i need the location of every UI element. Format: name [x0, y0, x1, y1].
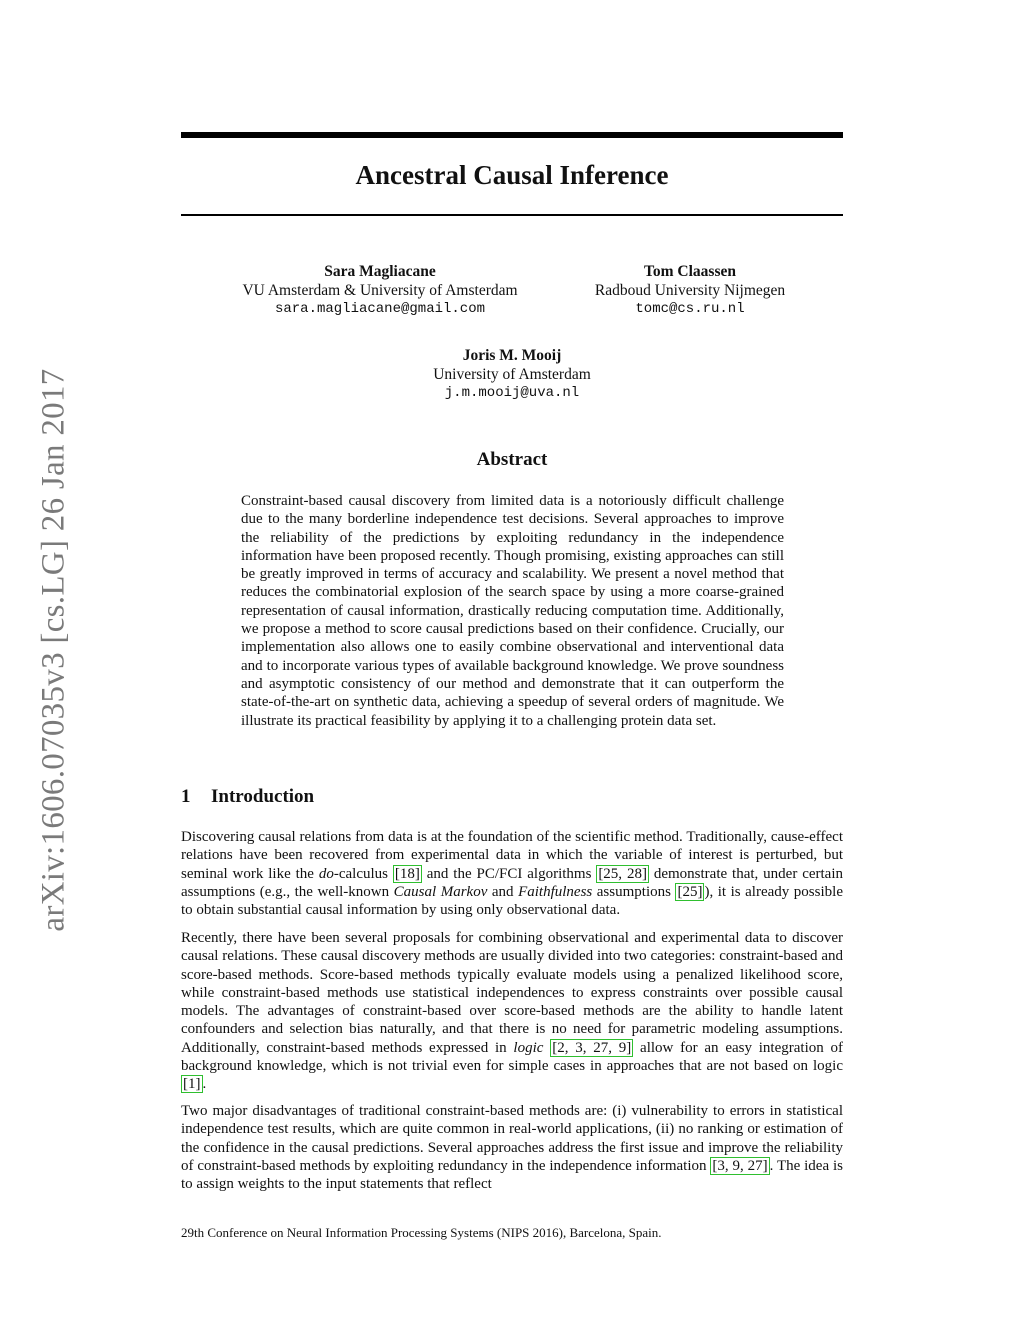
text-run: allow for an easy integration of background knowledge, which is not trivial even for simple cases in approaches that are not based on logic	[181, 1039, 844, 1075]
title-top-rule	[181, 132, 843, 138]
citation-link[interactable]: [2, 3, 27, 9]	[552, 1039, 632, 1056]
author-affiliation: VU Amsterdam & University of Amsterdam	[242, 282, 518, 299]
author-email[interactable]: j.m.mooij@uva.nl	[444, 385, 580, 401]
text-run-italic: do	[318, 865, 334, 882]
text-run: and the PC/FCI algorithms	[421, 865, 597, 882]
author-email[interactable]: tomc@cs.ru.nl	[635, 301, 745, 317]
text-run: .	[202, 1076, 207, 1093]
abstract-text: Constraint-based causal discovery from limited data is a notoriously difficult challenge due to the many borderline independence test decisions. Several approaches to improve the reliability of the predictions by exploiting redundancy in the independence information have been proposed recently. Though promising, existing approaches can still be greatly improved in terms of accuracy and scalability. We present a novel method that reduces the combinatorial explosion of the search space by using a more coarse-grained representation of causal information, drastically reducing computation time. Additionally, we propose a method to score causal predictions based on their confidence. Crucially, our implementation also allows one to easily combine observational and interventional data and to incorporate various types of available background knowledge. We prove soundness and asymptotic consistency of our method and demonstrate that it can outperform the state-of-the-art on synthetic data, achieving a speedup of several orders of magnitude. We illustrate its practical feasibility by applying it to a challenging protein data set.	[241, 493, 784, 729]
text-run: and	[487, 883, 519, 900]
author-affiliation: University of Amsterdam	[433, 366, 591, 383]
author-affiliation: Radboud University Nijmegen	[594, 282, 786, 299]
citation-link[interactable]: [25, 28]	[598, 865, 647, 882]
text-run-italic: Causal Markov	[393, 883, 488, 900]
text-run-italic: logic	[513, 1039, 544, 1056]
text-run: Discovering causal relations from data is at the foundation of the scientific method. Traditionally, cause-effect relations have been recovered from experimental data in which the variable of interest is perturbed, but seminal work like the	[181, 829, 843, 882]
arxiv-identifier: arXiv:1606.07035v3 [cs.LG] 26 Jan 2017	[35, 368, 72, 932]
author-block	[362, 346, 662, 403]
section-heading	[181, 786, 314, 808]
citation-link[interactable]: [25]	[677, 883, 703, 900]
section-title: Introduction	[211, 786, 315, 807]
citation-link[interactable]: [18]	[394, 865, 420, 882]
citation-link[interactable]: [3, 9, 27]	[712, 1157, 768, 1174]
intro-paragraph-1	[181, 828, 843, 919]
abstract-heading: Abstract	[476, 449, 548, 470]
author-block	[200, 262, 560, 319]
author-name: Joris M. Mooij	[462, 347, 562, 364]
text-run: ), it is already possible to obtain substantial causal information by using only observational data.	[181, 883, 843, 919]
text-run: -calculus	[333, 865, 393, 882]
author-email[interactable]: sara.magliacane@gmail.com	[274, 301, 486, 317]
text-run: Recently, there have been several proposals for combining observational and experimental data to discover causal relations. These causal discovery methods are usually divided into two categories: constraint-based and score-based methods. Score-based methods typically evaluate models using a penalized likelihood score, while constraint-based methods use statistical independences to express constraints over possible causal models. The advantages of constraint-based over score-based methods are the ability to handle latent confounders and selection bias naturally, and that there is no need for parametric modeling assumptions. Additionally, constraint-based methods expressed in	[181, 930, 843, 1056]
author-block	[570, 262, 810, 319]
title-bottom-rule	[181, 214, 843, 216]
text-run: assumptions	[592, 883, 676, 900]
author-name: Sara Magliacane	[324, 263, 436, 280]
text-run: . The idea is to assign weights to the input statements that reflect	[181, 1157, 843, 1193]
text-run-italic: Faithfulness	[518, 883, 593, 900]
author-name: Tom Claassen	[643, 263, 737, 280]
conference-footnote: 29th Conference on Neural Information Processing Systems (NIPS 2016), Barcelona, Spain.	[181, 1225, 662, 1240]
intro-paragraph-3	[181, 1102, 843, 1193]
text-run: demonstrate that, under certain assumptions (e.g., the well-known	[181, 865, 844, 900]
paper-title: Ancestral Causal Inference	[355, 160, 669, 190]
section-number: 1	[181, 786, 191, 807]
intro-paragraph-2	[181, 929, 843, 1094]
text-run: Two major disadvantages of traditional constraint-based methods are: (i) vulnerability to errors in statistical independence test results, which are quite common in real-world applications, (ii) no ranking or estimation of the confidence in the causal predictions. Several approaches address the first issue and improve the reliability of constraint-based methods by exploiting redundancy in the independence information	[181, 1103, 843, 1174]
citation-link[interactable]: [1]	[183, 1076, 201, 1093]
